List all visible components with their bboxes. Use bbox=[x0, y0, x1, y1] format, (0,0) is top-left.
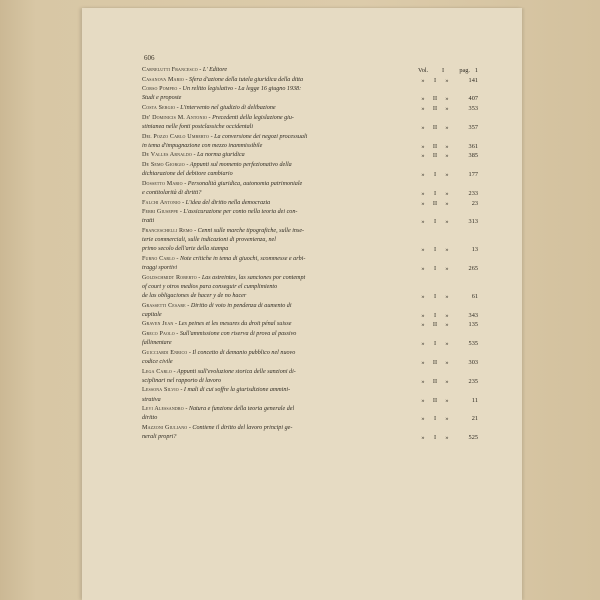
entry-line bbox=[142, 414, 478, 423]
entry-line bbox=[142, 161, 478, 170]
contribution-title: dichiarazione del debitore cambiario bbox=[142, 171, 233, 178]
page-reference: 385 bbox=[468, 152, 478, 160]
entry-line bbox=[142, 349, 478, 358]
page-reference: 343 bbox=[468, 311, 478, 319]
ditto-mark: » bbox=[445, 95, 449, 103]
ditto-mark: » bbox=[421, 142, 425, 150]
ditto-mark: » bbox=[421, 415, 425, 423]
contribution-title: primo secolo dell'arte della stampa bbox=[142, 246, 229, 253]
index-entry bbox=[142, 349, 478, 367]
ditto-mark: » bbox=[445, 311, 449, 319]
entry-line bbox=[142, 320, 478, 329]
index-entry bbox=[142, 76, 478, 85]
index-entry bbox=[142, 424, 478, 442]
volume-number: I bbox=[433, 434, 437, 442]
contribution-title: - L'idea del diritto nella democrazia bbox=[182, 199, 271, 206]
entry-line bbox=[142, 76, 478, 85]
ditto-mark: » bbox=[445, 340, 449, 348]
first-page: 1 bbox=[474, 67, 478, 74]
entry-line bbox=[142, 311, 478, 320]
contribution-title: - L'intervento nel giudizio di delibazione bbox=[176, 105, 276, 112]
contribution-title: terie commerciali, sulle indicazioni di provenienza, nel bbox=[142, 237, 276, 244]
author-name: De Valles Arnaldo bbox=[142, 152, 192, 159]
volume-page-reference bbox=[418, 217, 478, 226]
ditto-mark: » bbox=[445, 76, 449, 84]
index-entry bbox=[142, 66, 478, 75]
ditto-mark: » bbox=[421, 123, 425, 131]
page-reference: 361 bbox=[468, 142, 478, 150]
page-reference: 61 bbox=[471, 292, 478, 300]
volume-number: I bbox=[433, 292, 437, 300]
author-name: Del Pozzo Carlo Umberto bbox=[142, 133, 210, 140]
volume-number: II bbox=[432, 123, 438, 131]
index-entry bbox=[142, 133, 478, 151]
index-entry bbox=[142, 151, 478, 160]
volume-page-reference bbox=[418, 104, 478, 113]
entry-line bbox=[142, 377, 478, 386]
entry-line bbox=[142, 274, 478, 283]
page-reference: pag. bbox=[459, 67, 470, 74]
contribution-title: - Appunti sull'evoluzione storica delle sanzioni di- bbox=[173, 368, 296, 375]
entry-line bbox=[142, 330, 478, 339]
entry-line bbox=[142, 217, 478, 226]
ditto-mark: » bbox=[445, 189, 449, 197]
volume-number: II bbox=[432, 396, 438, 404]
ditto-mark: » bbox=[445, 415, 449, 423]
contribution-title: - Personalità giuridica, autonomia patrimoniale bbox=[184, 180, 303, 187]
entry-line bbox=[142, 405, 478, 414]
index-entry bbox=[142, 199, 478, 208]
contribution-title: Studi e proposte bbox=[142, 95, 182, 102]
page-number: 606 bbox=[144, 54, 155, 62]
page-reference: 303 bbox=[468, 359, 478, 366]
volume-page-reference bbox=[418, 358, 478, 367]
entry-line bbox=[142, 199, 478, 208]
entry-line bbox=[142, 227, 478, 236]
ditto-mark: » bbox=[421, 105, 425, 113]
volume-number: I bbox=[433, 246, 437, 254]
entry-line bbox=[142, 180, 478, 189]
volume-page-reference bbox=[418, 76, 478, 85]
entry-line bbox=[142, 283, 478, 292]
author-name: Lega Carlo bbox=[142, 368, 172, 375]
author-name: Grassetti Cesare bbox=[142, 302, 186, 309]
ditto-mark: » bbox=[445, 359, 449, 366]
entry-line bbox=[142, 104, 478, 113]
contribution-title: - Precedenti della legislazione giu- bbox=[208, 114, 294, 121]
author-name: Graven Jean bbox=[142, 321, 174, 328]
ditto-mark: » bbox=[421, 311, 425, 319]
author-name: De Semo Giorgio bbox=[142, 162, 185, 169]
ditto-mark: » bbox=[421, 189, 425, 197]
contribution-title: - Un relitto legislativo - La legge 16 giugno 1938: bbox=[178, 86, 302, 93]
volume-number: II bbox=[432, 199, 438, 207]
volume-number: I bbox=[433, 189, 437, 197]
entry-line bbox=[142, 255, 478, 264]
volume-number: II bbox=[432, 321, 438, 329]
entry-line bbox=[142, 123, 478, 132]
index-entry bbox=[142, 368, 478, 386]
page-reference: 13 bbox=[471, 246, 478, 254]
entry-line bbox=[142, 94, 478, 103]
author-name: De' Dominicis M. Antonio bbox=[142, 114, 207, 121]
entry-line bbox=[142, 292, 478, 301]
ditto-mark: » bbox=[445, 265, 449, 273]
contribution-title: - I mali di cui soffre la giurisdizione ammini- bbox=[180, 387, 291, 394]
entry-line bbox=[142, 114, 478, 123]
volume-number: I bbox=[433, 311, 437, 319]
volume-number: Vol. bbox=[418, 67, 429, 74]
index-entry bbox=[142, 330, 478, 348]
author-name: Greco Paolo bbox=[142, 331, 175, 338]
volume-page-reference bbox=[418, 170, 478, 179]
entry-line bbox=[142, 358, 478, 367]
volume-page-reference bbox=[418, 94, 478, 103]
page-reference: 407 bbox=[468, 95, 478, 103]
volume-page-reference bbox=[418, 151, 478, 160]
contribution-title: e contitolarità di diritti? bbox=[142, 189, 202, 196]
index-entry bbox=[142, 208, 478, 226]
first-volume: I bbox=[442, 67, 445, 74]
entry-line bbox=[142, 245, 478, 254]
volume-page-reference bbox=[418, 245, 478, 254]
ditto-mark: » bbox=[421, 265, 425, 273]
author-name: Carnelutti Francesco bbox=[142, 67, 198, 73]
ditto-mark: » bbox=[445, 123, 449, 131]
volume-page-reference bbox=[418, 264, 478, 273]
ditto-mark: » bbox=[445, 105, 449, 113]
page-reference: 135 bbox=[468, 321, 478, 329]
volume-page-reference bbox=[418, 66, 478, 75]
author-name: Costa Sergio bbox=[142, 105, 176, 112]
index-entry bbox=[142, 386, 478, 404]
index-entry bbox=[142, 274, 478, 301]
volume-page-reference bbox=[418, 189, 478, 198]
ditto-mark: » bbox=[421, 340, 425, 348]
contribution-title: tratti bbox=[142, 218, 155, 225]
contribution-title: - L' Editore bbox=[199, 67, 228, 73]
entry-line bbox=[142, 396, 478, 405]
volume-number: I bbox=[433, 340, 437, 348]
ditto-mark: » bbox=[421, 434, 425, 442]
index-entry bbox=[142, 320, 478, 329]
entry-line bbox=[142, 66, 478, 75]
index-entry bbox=[142, 114, 478, 132]
index-entry bbox=[142, 405, 478, 423]
contribution-title: - Il concetto di demanio pubblico nel nuovo bbox=[188, 349, 296, 356]
contribution-title: codice civile bbox=[142, 359, 173, 365]
entry-line bbox=[142, 236, 478, 245]
volume-number: II bbox=[432, 95, 438, 103]
ditto-mark: » bbox=[445, 321, 449, 329]
entry-line bbox=[142, 386, 478, 395]
ditto-mark: » bbox=[421, 321, 425, 329]
volume-page-reference bbox=[418, 433, 478, 442]
ditto-mark: » bbox=[445, 171, 449, 179]
volume-page-reference bbox=[418, 142, 478, 151]
index-entry bbox=[142, 85, 478, 103]
author-name: Goldschmidt Roberto bbox=[142, 274, 197, 281]
contribution-title: in tema d'impugnazione con mezzo inammissibile bbox=[142, 142, 263, 149]
contribution-title: - Appunti sul momento perfezionativo della bbox=[186, 162, 292, 169]
entry-line bbox=[142, 368, 478, 377]
volume-page-reference bbox=[418, 377, 478, 386]
ditto-mark: » bbox=[421, 199, 425, 207]
page-reference: 353 bbox=[468, 105, 478, 113]
page-reference: 23 bbox=[471, 199, 478, 207]
contribution-title: capitale bbox=[142, 311, 162, 318]
page-reference: 177 bbox=[468, 171, 478, 179]
contribution-title: fallimentare bbox=[142, 340, 172, 347]
index-entry bbox=[142, 180, 478, 198]
entry-line bbox=[142, 424, 478, 433]
page-reference: 21 bbox=[471, 415, 478, 423]
page-reference: 141 bbox=[468, 76, 478, 84]
volume-number: II bbox=[432, 152, 438, 160]
contribution-title: - Les peines et les mesures du droit pénal suisse bbox=[174, 321, 292, 328]
author-name: Franceschelli Remo bbox=[142, 228, 193, 235]
volume-number: I bbox=[433, 76, 437, 84]
ditto-mark: » bbox=[421, 218, 425, 226]
contribution-title: - Natura e funzione della teoria generale del bbox=[185, 406, 295, 413]
author-name: Guicciardi Enrico bbox=[142, 349, 188, 356]
index-entry bbox=[142, 302, 478, 320]
contribution-title: - La conversione dei negozi processuali bbox=[210, 133, 308, 140]
page-reference: 535 bbox=[468, 340, 478, 348]
entry-line bbox=[142, 302, 478, 311]
index-entry bbox=[142, 255, 478, 273]
author-name: Casanova Mario bbox=[142, 76, 184, 83]
ditto-mark: » bbox=[421, 152, 425, 160]
ditto-mark: » bbox=[445, 199, 449, 207]
ditto-mark: » bbox=[445, 292, 449, 300]
volume-page-reference bbox=[418, 396, 478, 405]
volume-page-reference bbox=[418, 320, 478, 329]
author-name: Lessona Silvio bbox=[142, 387, 179, 394]
contribution-title: nerali propri? bbox=[142, 434, 177, 441]
contribution-title: - Sull'ammissione con riserva di prova al passivo bbox=[176, 331, 297, 338]
index-entry bbox=[142, 227, 478, 254]
index-of-contributions bbox=[142, 66, 478, 443]
author-name: Ferri Giuseppe bbox=[142, 209, 179, 216]
volume-page-reference bbox=[418, 123, 478, 132]
ditto-mark: » bbox=[421, 76, 425, 84]
contribution-title: of court y otros medios para conseguir el cumplimiento bbox=[142, 283, 278, 290]
page-reference: 235 bbox=[468, 377, 478, 385]
index-entry bbox=[142, 104, 478, 113]
volume-page-reference bbox=[418, 311, 478, 320]
ditto-mark: » bbox=[421, 246, 425, 254]
author-name: Corso Pompeo bbox=[142, 86, 178, 93]
volume-number: II bbox=[432, 105, 438, 113]
ditto-mark: » bbox=[445, 396, 449, 404]
volume-number: II bbox=[432, 142, 438, 150]
contribution-title: de las obligaciones de hacer y de no hacer bbox=[142, 292, 247, 299]
ditto-mark: » bbox=[445, 218, 449, 226]
volume-page-reference bbox=[418, 199, 478, 208]
author-name: Falchi Antonio bbox=[142, 199, 181, 206]
ditto-mark: » bbox=[421, 377, 425, 385]
page-reference: 11 bbox=[471, 396, 478, 404]
entry-line bbox=[142, 208, 478, 217]
volume-number: I bbox=[433, 218, 437, 226]
ditto-mark: » bbox=[445, 152, 449, 160]
entry-line bbox=[142, 85, 478, 94]
page-reference: 265 bbox=[468, 265, 478, 273]
ditto-mark: » bbox=[445, 377, 449, 385]
ditto-mark: » bbox=[445, 142, 449, 150]
ditto-mark: » bbox=[421, 396, 425, 404]
contribution-title: - Sfera d'azione della tutela giuridica della ditta bbox=[185, 76, 304, 83]
page-reference: 313 bbox=[468, 218, 478, 226]
volume-number: II bbox=[432, 359, 438, 366]
volume-page-reference bbox=[418, 292, 478, 301]
book-page bbox=[82, 8, 522, 600]
contribution-title: - La norma giuridica bbox=[193, 152, 245, 159]
entry-line bbox=[142, 170, 478, 179]
ditto-mark: » bbox=[445, 434, 449, 442]
author-name: Furno Carlo bbox=[142, 256, 175, 262]
contribution-title: traggi sportivi bbox=[142, 265, 178, 272]
entry-line bbox=[142, 142, 478, 151]
ditto-mark: » bbox=[421, 292, 425, 300]
page-reference: 525 bbox=[468, 434, 478, 442]
volume-number: I bbox=[433, 171, 437, 179]
index-entry bbox=[142, 161, 478, 179]
author-name: Mazzoni Giuliano bbox=[142, 425, 188, 432]
entry-line bbox=[142, 339, 478, 348]
page-reference: 357 bbox=[468, 123, 478, 131]
entry-line bbox=[142, 264, 478, 273]
page-reference: 233 bbox=[468, 189, 478, 197]
contribution-title: diritto bbox=[142, 415, 158, 422]
contribution-title: - Las astreintes, las sanciones por contempt bbox=[198, 274, 306, 281]
ditto-mark: » bbox=[421, 359, 425, 366]
contribution-title: - L'assicurazione per conto nella teoria dei con- bbox=[179, 209, 298, 216]
ditto-mark: » bbox=[421, 95, 425, 103]
contribution-title: sciplinari nel rapporto di lavoro bbox=[142, 377, 221, 384]
volume-page-reference bbox=[418, 339, 478, 348]
volume-page-reference bbox=[418, 414, 478, 423]
volume-number: I bbox=[433, 415, 437, 423]
contribution-title: - Contiene il diritto del lavoro principi ge- bbox=[188, 425, 293, 432]
entry-line bbox=[142, 189, 478, 198]
entry-line bbox=[142, 433, 478, 442]
entry-line bbox=[142, 151, 478, 160]
contribution-title: - Cenni sulle marche tipografiche, sulle inse- bbox=[194, 228, 305, 235]
entry-line bbox=[142, 133, 478, 142]
contribution-title: stinianea nelle fonti postclassiche occidentali bbox=[142, 123, 254, 130]
ditto-mark: » bbox=[421, 171, 425, 179]
author-name: Levi Alessandro bbox=[142, 406, 184, 413]
contribution-title: strativa bbox=[142, 396, 161, 403]
contribution-title: - Diritto di voto in pendenza di aumento di bbox=[187, 302, 292, 309]
volume-number: II bbox=[432, 377, 438, 385]
ditto-mark: » bbox=[445, 246, 449, 254]
contribution-title: - Note critiche in tema di giuochi, scommesse e arbi- bbox=[176, 256, 306, 262]
volume-number: I bbox=[433, 265, 437, 273]
author-name: Dossetto Mario bbox=[142, 180, 183, 187]
